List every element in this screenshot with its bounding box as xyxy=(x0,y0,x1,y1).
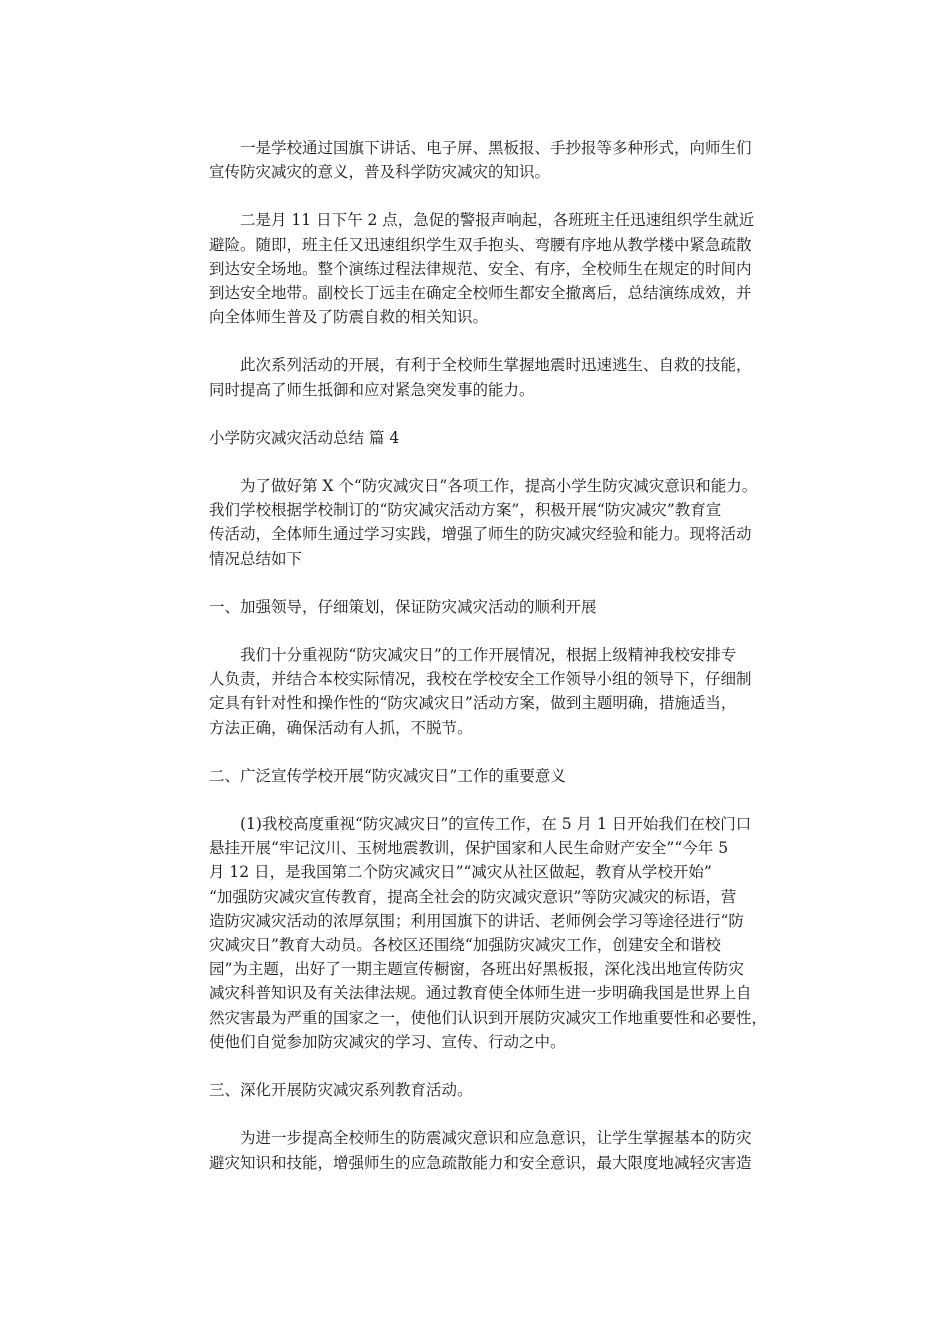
paragraph-intro xyxy=(178,474,778,571)
text-line: 定具有针对性和操作性的“防灾减灾日”活动方案，做到主题明确，措施适当， xyxy=(209,694,737,713)
text-line: 此次系列活动的开展，有利于全校师生掌握地震时迅速逃生、自救的技能， xyxy=(240,356,752,375)
text-line: 使他们自觉参加防灾减灾的学习、宣传、行动之中。 xyxy=(209,1032,566,1051)
text-line: 宣传防灾减灾的意义，普及科学防灾减灾的知识。 xyxy=(209,163,551,182)
text-line: 向全体师生普及了防震自救的相关知识。 xyxy=(209,308,489,327)
text-line: 造防灾减灾活动的浓厚氛围；利用国旗下的讲话、老师例会学习等途径进行“防 xyxy=(209,911,744,930)
text-line: 情况总结如下 xyxy=(209,549,303,568)
text-line: 避险。随即，班主任又迅速组织学生双手抱头、弯腰有序地从教学楼中紧急疏散 xyxy=(209,235,752,254)
text-line: 二是月 11 日下午 2 点，急促的警报声响起，各班班主任迅速组织学生就近 xyxy=(240,211,755,230)
text-line: 月 12 日，是我国第二个防灾减灾日”“减灾从社区做起，教育从学校开始” xyxy=(209,863,712,882)
paragraph-publicity xyxy=(178,136,778,184)
text-line: 我们十分重视防“防灾减灾日”的工作开展情况，根据上级精神我校安排专 xyxy=(240,646,737,665)
section-title: 小学防灾减灾活动总结 篇 4 xyxy=(209,428,400,447)
text-line: 悬挂开展“牢记汶川、玉树地震教训，保护国家和人民生命财产安全”“今年 5 xyxy=(209,839,729,858)
paragraph-leadership xyxy=(178,643,778,740)
text-line: 传活动，全体师生通过学习实践，增强了师生的防灾减灾经验和能力。现将活动 xyxy=(209,525,752,544)
subheading-activities: 三、深化开展防灾减灾系列教育活动。 xyxy=(209,1081,473,1100)
text-line: 到达安全地带。副校长丁远圭在确定全校师生都安全撤离后，总结演练成效，并 xyxy=(209,284,752,303)
subheading-leadership: 一、加强领导，仔细策划，保证防灾减灾活动的顺利开展 xyxy=(209,597,597,616)
text-line: 为了做好第 X 个“防灾减灾日”各项工作，提高小学生防灾减灾意识和能力。 xyxy=(240,477,758,496)
text-line: 减灾科普知识及有关法律法规。通过教育使全体师生进一步明确我国是世界上自 xyxy=(209,984,752,1003)
text-line: 人负责，并结合本校实际情况，我校在学校安全工作领导小组的领导下，仔细制 xyxy=(209,670,752,689)
text-line: 我们学校根据学校制订的“防灾减灾活动方案”，积极开展“防灾减灾”教育宣 xyxy=(209,501,722,520)
paragraph-drill xyxy=(178,208,778,329)
text-line: 一是学校通过国旗下讲话、电子屏、黑板报、手抄报等多种形式，向师生们 xyxy=(240,139,752,157)
text-line: 方法正确，确保活动有人抓，不脱节。 xyxy=(209,718,473,737)
text-line: (1)我校高度重视“防灾减灾日”的宣传工作，在 5 月 1 日开始我们在校门口 xyxy=(240,815,752,834)
paragraph-conclusion xyxy=(178,353,778,401)
text-line: 园”为主题，出好了一期主题宣传橱窗，各班出好黑板报，深化浅出地宣传防灾 xyxy=(209,960,744,979)
text-line: 到达安全场地。整个演练过程法律规范、安全、有序，全校师生在规定的时间内 xyxy=(209,259,752,278)
text-line: 为进一步提高全校师生的防震减灾意识和应急意识，让学生掌握基本的防灾 xyxy=(240,1129,752,1148)
text-line: 灾减灾日”教育大动员。各校区还围绕“加强防灾减灾工作，创建安全和谐校 xyxy=(209,936,721,955)
subheading-publicity: 二、广泛宣传学校开展“防灾减灾日”工作的重要意义 xyxy=(209,766,566,785)
text-line: 然灾害最为严重的国家之一，使他们认识到开展防灾减灾工作地重要性和必要性， xyxy=(209,1008,768,1027)
text-line: 避灾知识和技能，增强师生的应急疏散能力和安全意识，最大限度地减轻灾害造 xyxy=(209,1153,752,1172)
paragraph-activities xyxy=(178,1126,778,1174)
text-line: “加强防灾减灾宣传教育，提高全社会的防灾减灾意识”等防灾减灾的标语，营 xyxy=(209,887,737,906)
text-line: 同时提高了师生抵御和应对紧急突发事的能力。 xyxy=(209,380,535,399)
document-body xyxy=(178,136,778,1199)
paragraph-publicity-detail xyxy=(178,812,778,1054)
